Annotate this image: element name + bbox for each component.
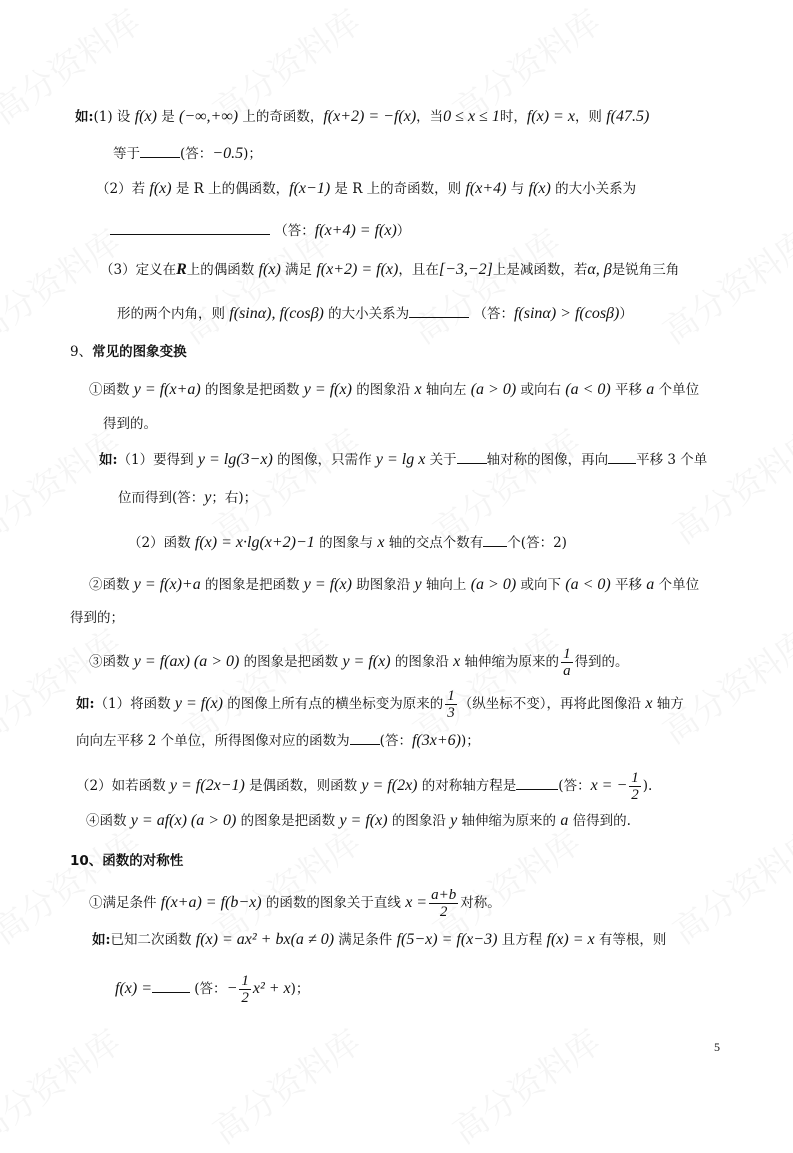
text-span: 满足条件: [334, 932, 397, 948]
text-span: 的图象沿: [351, 382, 415, 398]
text-line: [89, 887, 501, 920]
math-expression: f(x) =: [115, 980, 152, 997]
text-line: [113, 143, 262, 164]
text-span: 的图象沿: [390, 654, 454, 670]
text-span: 如:: [76, 696, 95, 712]
math-expression: y = f(2x): [361, 777, 418, 794]
text-span: 的图像上所有点的横坐标变为原来的: [222, 696, 444, 712]
text-span: （3）定义在: [100, 262, 177, 278]
text-line: [76, 730, 480, 751]
text-span: 轴的交点个数有: [384, 535, 484, 551]
fraction: [629, 770, 641, 803]
text-line: [70, 851, 183, 871]
math-expression: f(x): [528, 180, 551, 197]
math-expression: y = f(x): [303, 576, 352, 593]
math-expression: y = f(2x−1): [169, 777, 245, 794]
watermark-text: [0, 1016, 129, 1153]
text-line: [118, 488, 257, 508]
math-expression: x² + x: [252, 980, 291, 997]
text-span: （2）若: [96, 181, 150, 197]
text-line: [115, 973, 309, 1006]
text-span: 对称。: [460, 895, 501, 911]
math-expression: f(x) = x: [526, 108, 575, 125]
text-span: ④函数: [86, 813, 131, 829]
math-expression: (a < 0): [565, 381, 611, 398]
watermark-text: [401, 216, 568, 354]
text-span: (答：: [558, 778, 591, 794]
text-span: (答：: [190, 981, 227, 997]
text-span: 得到的。: [103, 416, 157, 432]
text-span: 的图象与: [314, 535, 378, 551]
text-span: 得到的；: [70, 610, 124, 626]
math-expression: (−∞,+∞): [179, 108, 239, 125]
text-span: 的函数的图象关于直线: [261, 895, 406, 911]
math-expression: y: [204, 489, 212, 506]
text-line: [100, 260, 679, 280]
math-expression: y = f(x): [342, 653, 391, 670]
math-expression: f(x) = ax² + bx(a ≠ 0): [195, 931, 335, 948]
text-span: )；: [460, 733, 480, 749]
text-span: 得到的。: [574, 654, 629, 670]
math-expression: y = af(x) (a > 0): [130, 812, 237, 829]
text-span: 的图象是把函数: [236, 813, 340, 829]
text-span: 的对称轴方程是: [417, 778, 517, 794]
text-span: ，且在: [398, 262, 439, 278]
answer-blank: [457, 449, 487, 464]
text-span: 的图象是把函数: [200, 577, 304, 593]
denominator: a: [563, 663, 571, 679]
watermark-text: [661, 816, 793, 954]
text-span: 轴方: [652, 696, 684, 712]
fraction: [429, 887, 458, 920]
text-line: [89, 380, 699, 400]
math-expression: a: [560, 812, 569, 829]
text-line: [92, 930, 666, 950]
watermark-text: [651, 616, 793, 754]
math-expression: f(5−x) = f(x−3): [396, 931, 498, 948]
text-span: ③函数: [89, 654, 134, 670]
text-line: [76, 688, 684, 721]
text-span: 时，: [499, 109, 527, 125]
text-line: [103, 414, 157, 434]
answer-blank: [409, 303, 469, 318]
math-expression: a: [646, 381, 655, 398]
text-span: 位而得到(答：: [118, 490, 205, 506]
text-span: 轴伸缩为原来的: [460, 654, 560, 670]
text-span: (1) 设: [93, 109, 135, 125]
watermark-text: [201, 1016, 368, 1153]
math-expression: y: [450, 812, 458, 829]
math-expression: y = f(ax) (a > 0): [133, 653, 240, 670]
text-span: 是偶函数，则函数: [244, 778, 362, 794]
text-span: 的大小关系为: [323, 306, 410, 322]
text-span: 等于: [113, 146, 140, 162]
text-line: [128, 532, 567, 553]
math-expression: (a < 0): [565, 576, 611, 593]
text-span: 轴向上: [421, 577, 471, 593]
math-expression: f(x+4) = f(x): [314, 222, 397, 239]
text-span: 轴对称的图像，再向: [486, 452, 609, 468]
text-line: [99, 449, 707, 470]
text-span: （1）要得到: [117, 452, 198, 468]
text-span: 关于: [425, 452, 457, 468]
text-span: 助图象沿: [351, 577, 415, 593]
answer-blank: [483, 532, 507, 547]
answer-blank: [516, 775, 558, 790]
text-span: 的大小关系为: [550, 181, 637, 197]
math-expression: y: [414, 576, 422, 593]
answer-blank: [608, 449, 636, 464]
text-span: ，当: [416, 109, 444, 125]
math-expression: y = f(x): [303, 381, 352, 398]
denominator: 3: [447, 705, 455, 721]
fraction: [561, 646, 573, 679]
answer-blank: [110, 220, 270, 235]
math-expression: x = −: [590, 777, 628, 794]
text-span: )；: [290, 981, 310, 997]
math-expression: (a > 0): [470, 381, 517, 398]
text-span: ①函数: [89, 382, 134, 398]
math-expression: f(47.5): [606, 108, 650, 125]
text-span: （答：: [270, 223, 315, 239]
text-span: 的图象是把函数: [239, 654, 343, 670]
text-line: [70, 608, 124, 628]
text-span: ②函数: [89, 577, 134, 593]
text-span: )；: [243, 146, 262, 162]
math-expression: f(x+2) = −f(x): [323, 108, 417, 125]
text-span: 的图像，只需作: [272, 452, 376, 468]
math-expression: R: [176, 261, 187, 278]
text-line: [86, 811, 631, 831]
text-span: 是 R 上的偶函数，: [171, 181, 290, 197]
math-expression: x: [453, 653, 461, 670]
answer-blank: [140, 143, 180, 158]
text-span: 如:: [92, 932, 111, 948]
numerator: 1: [563, 646, 571, 662]
denominator: 2: [631, 787, 639, 803]
text-span: (答：: [180, 146, 213, 162]
text-line: [89, 646, 629, 679]
watermark-text: [0, 416, 129, 554]
text-span: 轴向左: [421, 382, 471, 398]
text-span: ）: [396, 223, 411, 239]
text-span: 平移 3 个单: [636, 452, 708, 468]
text-span: 向向左平移 2 个单位，所得图像对应的函数为: [76, 733, 350, 749]
text-span: 平移: [610, 577, 647, 593]
text-span: （2）如若函数: [76, 778, 170, 794]
text-span: 已知二次函数: [110, 932, 196, 948]
math-expression: f(x+4): [465, 180, 507, 197]
math-expression: y = lg x: [375, 451, 426, 468]
math-expression: α, β: [587, 261, 612, 278]
answer-blank: [350, 730, 380, 745]
section-heading: 常见的图象变换: [92, 344, 187, 360]
math-expression: [−3,−2]: [438, 261, 493, 278]
text-span: 平移: [610, 382, 647, 398]
text-span: 个(答：2): [507, 535, 567, 551]
text-span: （纵坐标不变），再将此图像沿: [458, 696, 646, 712]
text-line: [96, 179, 636, 199]
answer-blank: [152, 978, 190, 993]
text-span: ).: [642, 778, 653, 794]
math-expression: y = lg(3−x): [197, 451, 273, 468]
math-expression: (a > 0): [470, 576, 517, 593]
text-span: 个单位: [654, 382, 700, 398]
text-span: 9、: [70, 344, 93, 360]
math-expression: f(x−1): [289, 180, 331, 197]
watermark-text: [661, 416, 793, 554]
text-span: （答：: [469, 306, 514, 322]
text-span: (答：: [379, 733, 412, 749]
fraction: [239, 973, 251, 1006]
math-expression: 0 ≤ x ≤ 1: [443, 108, 500, 125]
math-expression: f(x): [149, 180, 172, 197]
text-line: [89, 575, 699, 595]
text-span: （2）函数: [128, 535, 195, 551]
denominator: 2: [241, 990, 249, 1006]
text-span: 是: [156, 109, 179, 125]
math-expression: y = f(x): [174, 695, 223, 712]
math-expression: f(x+2) = f(x): [316, 261, 399, 278]
text-span: ，则: [574, 109, 607, 125]
text-span: 如:: [99, 452, 118, 468]
text-span: 满足: [280, 262, 317, 278]
math-expression: f(x): [134, 108, 157, 125]
text-span: 或向下: [516, 577, 566, 593]
text-span: 上是减函数，若: [492, 262, 588, 278]
numerator: 1: [447, 688, 455, 704]
numerator: a+b: [431, 887, 457, 903]
text-span: 有等根，则: [594, 932, 667, 948]
text-span: （1）将函数: [94, 696, 175, 712]
text-line: [117, 303, 633, 324]
math-expression: f(x) = x·lg(x+2)−1: [194, 534, 315, 551]
math-expression: f(x) = x: [546, 931, 595, 948]
text-span: 的图象是把函数: [200, 382, 304, 398]
section-heading: 10、函数的对称性: [70, 853, 184, 869]
text-span: 是 R 上的奇函数，则: [330, 181, 466, 197]
text-span: ①满足条件: [89, 895, 161, 911]
text-line: [76, 770, 652, 803]
math-expression: f(x+a) = f(b−x): [160, 894, 262, 911]
text-span: ）: [619, 306, 633, 322]
watermark-text: [651, 216, 793, 354]
text-line: [70, 342, 187, 362]
math-expression: y = f(x+a): [133, 381, 201, 398]
text-span: ；右)；: [211, 490, 258, 506]
text-span: 轴伸缩为原来的: [457, 813, 561, 829]
page-number: 5: [714, 1040, 720, 1054]
text-span: 是锐角三角: [611, 262, 680, 278]
text-span: 与: [506, 181, 529, 197]
text-span: 且方程: [497, 932, 547, 948]
text-line: [110, 220, 410, 241]
text-span: 如:: [75, 109, 94, 125]
math-expression: x: [645, 695, 653, 712]
math-expression: x: [377, 534, 385, 551]
text-span: 个单位: [654, 577, 700, 593]
fraction: [445, 688, 457, 721]
watermark-text: [441, 1016, 608, 1153]
math-expression: f(sinα) > f(cosβ): [513, 305, 620, 322]
text-span: 上的偶函数: [186, 262, 259, 278]
text-span: 的图象沿: [387, 813, 451, 829]
math-expression: −0.5: [212, 145, 244, 162]
numerator: 1: [241, 973, 249, 989]
math-expression: f(x): [258, 261, 281, 278]
text-span: 上的奇函数，: [238, 109, 324, 125]
text-line: [75, 107, 649, 127]
math-expression: a: [646, 576, 655, 593]
math-expression: y = f(x)+a: [133, 576, 201, 593]
text-span: 形的两个内角，则: [117, 306, 230, 322]
math-expression: y = f(x): [339, 812, 388, 829]
denominator: 2: [439, 904, 448, 920]
text-span: 或向右: [516, 382, 566, 398]
math-expression: x: [414, 381, 422, 398]
numerator: 1: [631, 770, 639, 786]
math-expression: f(3x+6): [411, 732, 461, 749]
math-expression: −: [226, 980, 238, 997]
text-span: 倍得到的.: [568, 813, 631, 829]
math-expression: x =: [405, 894, 428, 911]
math-expression: f(sinα), f(cosβ): [229, 305, 324, 322]
